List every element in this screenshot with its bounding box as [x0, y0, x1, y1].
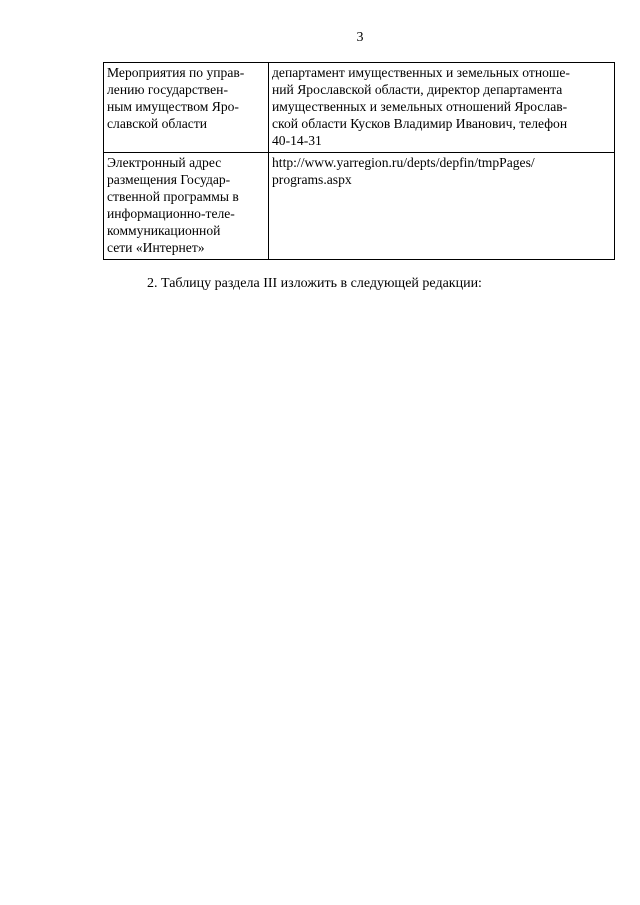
cell-line: ным имуществом Яро-: [107, 99, 239, 114]
cell-line: 40-14-31: [272, 133, 322, 148]
cell-line: лению государствен-: [107, 82, 228, 97]
body-paragraph: 2. Таблицу раздела III изложить в следующей редакции:: [147, 276, 482, 291]
cell-line: ний Ярославской области, директор департамента: [272, 82, 563, 97]
responsibility-table: [103, 62, 615, 260]
cell-line: славской области: [107, 116, 208, 131]
cell-line: ственной программы в: [107, 189, 239, 204]
cell-line: коммуникационной: [107, 223, 221, 238]
cell-line: информационно-теле-: [107, 206, 235, 221]
table-cell-label: [104, 153, 269, 260]
cell-line: имущественных и земельных отношений Ярослав-: [272, 99, 568, 114]
table-cell-label: [104, 63, 269, 153]
cell-line: размещения Государ-: [107, 172, 231, 187]
cell-line: Мероприятия по управ-: [107, 65, 245, 80]
url-line: programs.aspx: [272, 172, 352, 187]
cell-line: Электронный адрес: [107, 155, 222, 170]
page-number: 3: [356, 30, 364, 45]
table-row: [104, 153, 615, 260]
url-line: http://www.yarregion.ru/depts/depfin/tmpPages/: [272, 155, 535, 170]
cell-line: департамент имущественных и земельных отноше-: [272, 65, 570, 80]
table-row: [104, 63, 615, 153]
table-cell-value: [269, 63, 615, 153]
cell-line: ской области Кусков Владимир Иванович, телефон: [272, 116, 568, 131]
table-cell-value: [269, 153, 615, 260]
cell-line: сети «Интернет»: [107, 240, 205, 255]
